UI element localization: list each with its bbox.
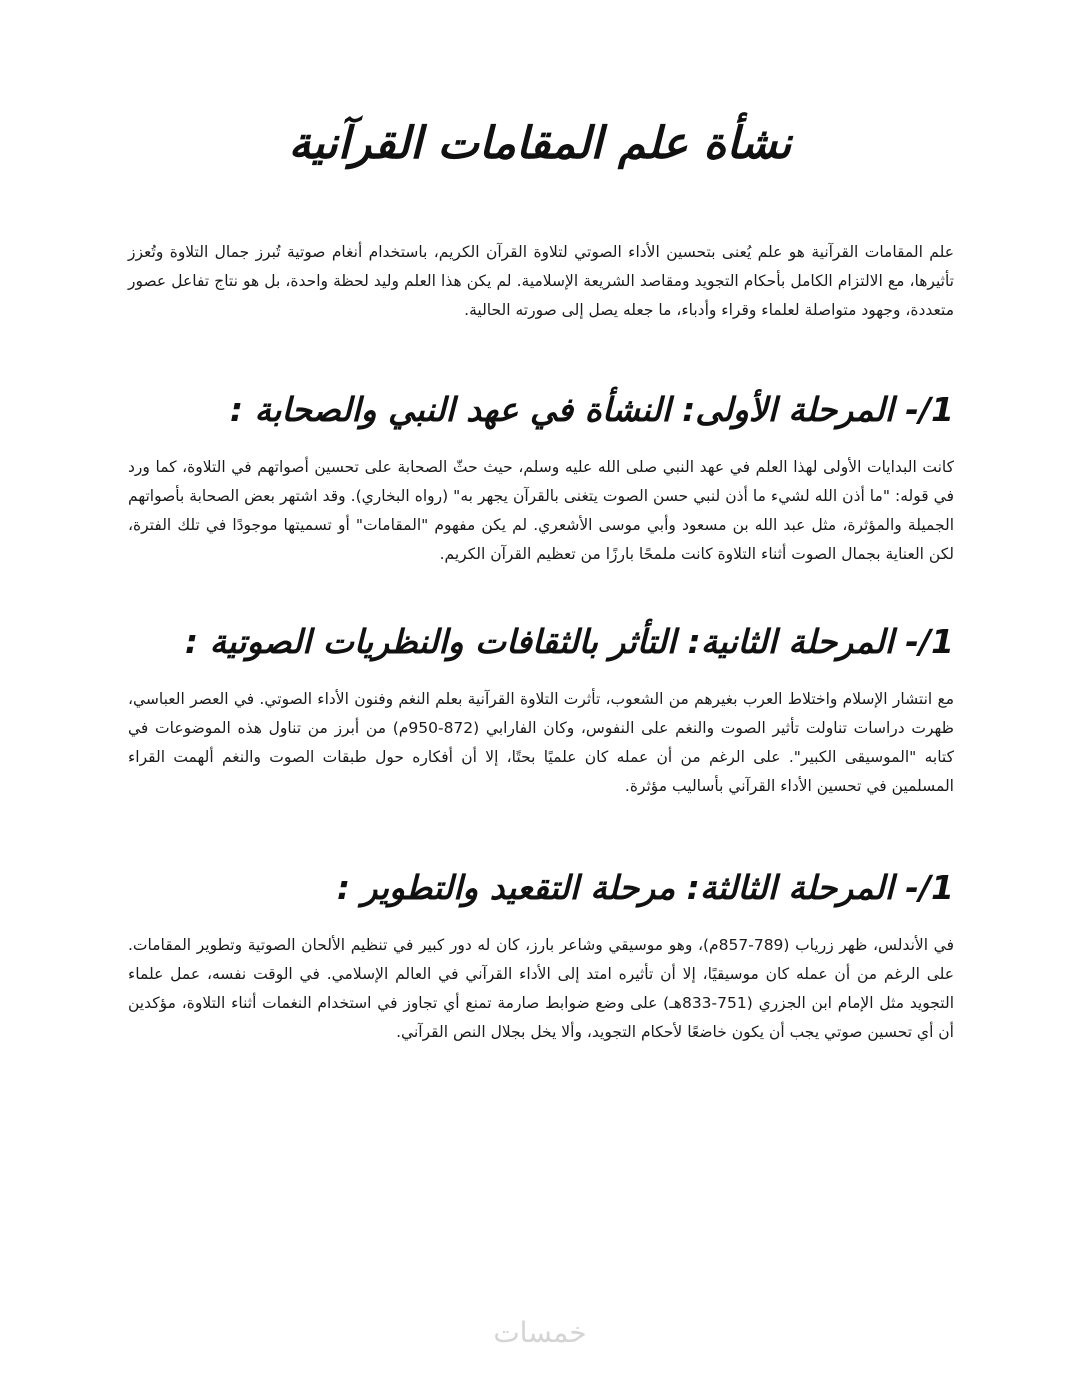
section-paragraph: مع انتشار الإسلام واختلاط العرب بغيرهم من الشعوب، تأثرت التلاوة القرآنية بعلم النغم وفنون الأداء الصوتي. في العصر العباسي، ظهرت دراسات تناولت تأثير الصوت والنغم على النفوس، وكان الفارابي (872-950م) من أبرز من تناول هذه الموضوعات في كتابه "الموسيقى الكبير". على الرغم من أن عمله كان علميًا بحتًا، إلا أن أفكاره حول طبقات الصوت والنغم ألهمت القراء المسلمين في تحسين الأداء القرآني بأساليب مؤثرة. [128, 690, 954, 795]
section-paragraph: في الأندلس، ظهر زرياب (789-857م)، وهو موسيقي وشاعر بارز، كان له دور كبير في تنظيم الألحان الصوتية وتطوير المقامات. على الرغم من أن عمله كان موسيقيًا، إلا أن تأثيره امتد إلى الأداء القرآني في العالم الإسلامي. في الوقت نفسه، عمل علماء التجويد مثل الإمام ابن الجزري (751-833هـ) على وضع ضوابط صارمة تمنع أي تجاوز في استخدام النغمات أثناء التلاوة، مؤكدين أن أي تحسين صوتي يجب أن يكون خاضعًا لأحكام التجويد، وألا يخل بجلال النص القرآني. [128, 936, 954, 1041]
intro-block [128, 238, 954, 325]
page-title: نشأة علم المقامات القرآنية [288, 118, 792, 169]
section-second-stage [128, 622, 954, 801]
watermark-logo: خمسات [493, 1316, 587, 1349]
section-third-stage [128, 868, 954, 1047]
section-first-stage [128, 390, 954, 569]
section-heading: 1/- المرحلة الثالثة: مرحلة التقعيد والتطوير : [336, 868, 954, 907]
section-heading: 1/- المرحلة الأولى: النشأة في عهد النبي والصحابة : [229, 390, 954, 429]
intro-paragraph: علم المقامات القرآنية هو علم يُعنى بتحسين الأداء الصوتي لتلاوة القرآن الكريم، باستخدام أنغام صوتية تُبرز جمال التلاوة وتُعزز تأثيرها، مع الالتزام الكامل بأحكام التجويد ومقاصد الشريعة الإسلامية. لم يكن هذا العلم وليد لحظة واحدة، بل هو نتاج تفاعل عصور متعددة، وجهود متواصلة لعلماء وقراء وأدباء، ما جعله يصل إلى صورته الحالية. [128, 243, 954, 319]
section-heading: 1/- المرحلة الثانية: التأثر بالثقافات والنظريات الصوتية : [184, 622, 954, 661]
section-paragraph: كانت البدايات الأولى لهذا العلم في عهد النبي صلى الله عليه وسلم، حيث حثّ الصحابة على تحسين أصواتهم في التلاوة، كما ورد في قوله: "ما أذن الله لشيء ما أذن لنبي حسن الصوت يتغنى بالقرآن يجهر به" (رواه البخاري). وقد اشتهر بعض الصحابة بأصواتهم الجميلة والمؤثرة، مثل عبد الله بن مسعود وأبي موسى الأشعري. لم يكن مفهوم "المقامات" أو تسميتها موجودًا في تلك الفترة، لكن العناية بجمال الصوت أثناء التلاوة كانت ملمحًا بارزًا من تعظيم القرآن الكريم. [128, 458, 954, 563]
